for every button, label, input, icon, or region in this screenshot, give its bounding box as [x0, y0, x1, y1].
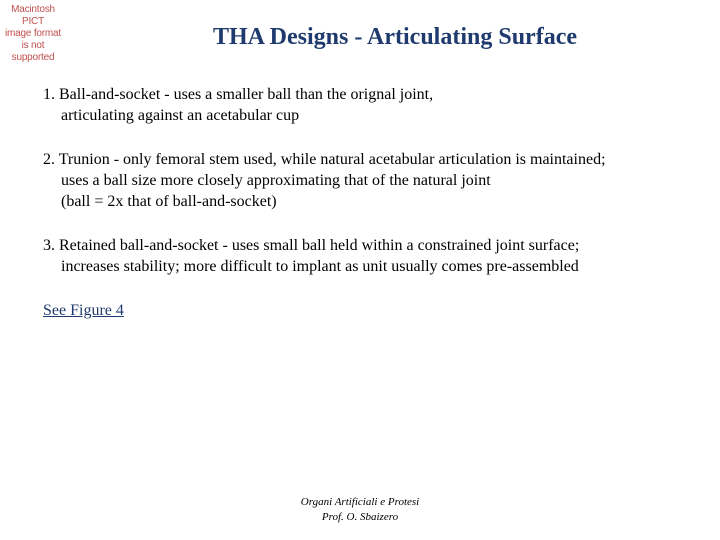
placeholder-line: is not supported: [11, 40, 55, 63]
footer-professor: Prof. O. Sbaizero: [321, 511, 399, 523]
see-figure-link[interactable]: See Figure 4: [43, 302, 124, 319]
list-item-line: (ball = 2x that of ball-and-socket): [61, 193, 277, 210]
list-item: [43, 149, 703, 212]
list-item-line: 3. Retained ball-and-socket - uses small ball held within a constrained joint surface;: [43, 237, 580, 254]
list-item-line: increases stability; more difficult to implant as unit usually comes pre-assembled: [61, 258, 579, 275]
list-item-line: 1. Ball-and-socket - uses a smaller ball than the orignal joint,: [43, 86, 434, 103]
placeholder-line: Macintosh PICT: [11, 4, 55, 27]
slide-title: THA Designs - Articulating Surface: [213, 24, 577, 50]
list-item-line: articulating against an acetabular cup: [61, 107, 300, 124]
list-item: [43, 235, 703, 277]
placeholder-line: image format: [5, 28, 61, 39]
list-item-line: 2. Trunion - only femoral stem used, while natural acetabular articulation is maintained;: [43, 151, 606, 168]
footer-course: Organi Artificiali e Protesi: [300, 496, 420, 508]
list-item-line: uses a ball size more closely approximating that of the natural joint: [61, 172, 491, 189]
slide-footer: [0, 495, 720, 525]
list-item: [43, 84, 703, 126]
slide-body: [43, 84, 703, 321]
